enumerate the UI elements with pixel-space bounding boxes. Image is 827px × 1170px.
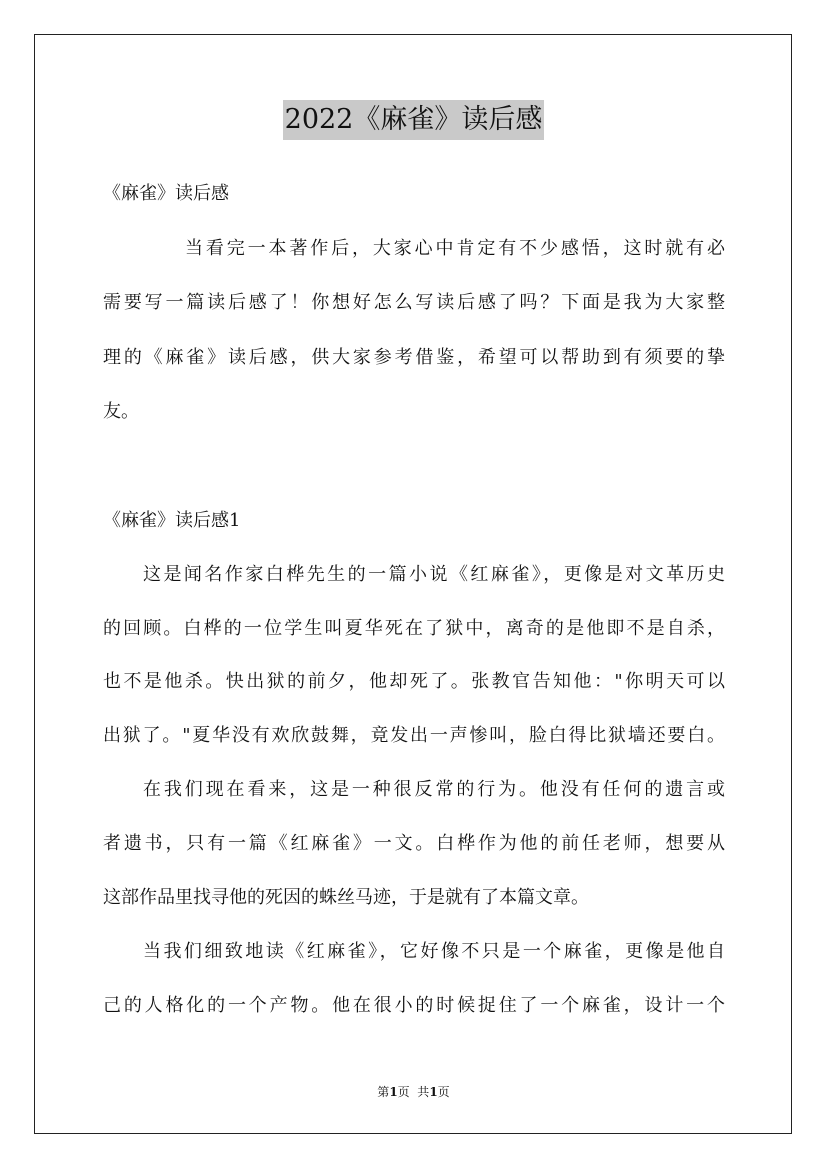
body-line-7: 这部作品里找寻他的死因的蛛丝马迹，于是就有了本篇文章。 (103, 887, 589, 908)
body-line-6: 者遗书，只有一篇《红麻雀》一文。白桦作为他的前任老师，想要从 (103, 833, 725, 854)
section-heading: 《麻雀》读后感1 (103, 510, 241, 531)
footer-page-prefix: 第 (377, 1085, 390, 1099)
body-line-8: 当我们细致地读《红麻雀》，它好像不只是一个麻雀，更像是他自 (143, 941, 725, 962)
body-line-9: 己的人格化的一个产物。他在很小的时候捉住了一个麻雀，设计一个 (103, 995, 725, 1016)
intro-line-1: 当看完一本著作后，大家心中肯定有不少感悟，这时就有必 (185, 238, 725, 259)
body-line-1: 这是闻名作家白桦先生的一篇小说《红麻雀》，更像是对文革历史 (143, 564, 725, 585)
intro-line-3: 理的《麻雀》读后感，供大家参考借鉴，希望可以帮助到有须要的挚 (103, 347, 725, 368)
footer-page-suffix: 页 (437, 1085, 450, 1099)
body-line-4: 出狱了。"夏华没有欢欣鼓舞，竟发出一声惨叫，脸白得比狱墙还要白。 (103, 725, 725, 746)
footer-page-mid: 页 共 (397, 1085, 430, 1099)
page-footer (0, 1084, 827, 1100)
intro-line-2: 需要写一篇读后感了！你想好怎么写读后感了吗？下面是我为大家整 (103, 292, 725, 313)
intro-line-4: 友。 (103, 401, 139, 422)
document-heading: 《麻雀》读后感 (103, 183, 229, 204)
title-container (0, 100, 827, 140)
body-line-5: 在我们现在看来，这是一种很反常的行为。他没有任何的遗言或 (143, 779, 725, 800)
document-title: 2022《麻雀》读后感 (283, 100, 545, 140)
footer-page-number: 1 (389, 1085, 398, 1099)
body-line-3: 也不是他杀。快出狱的前夕，他却死了。张教官告知他："你明天可以 (103, 671, 725, 692)
footer-page-total: 1 (429, 1085, 438, 1099)
body-line-2: 的回顾。白桦的一位学生叫夏华死在了狱中，离奇的是他即不是自杀， (103, 618, 725, 639)
